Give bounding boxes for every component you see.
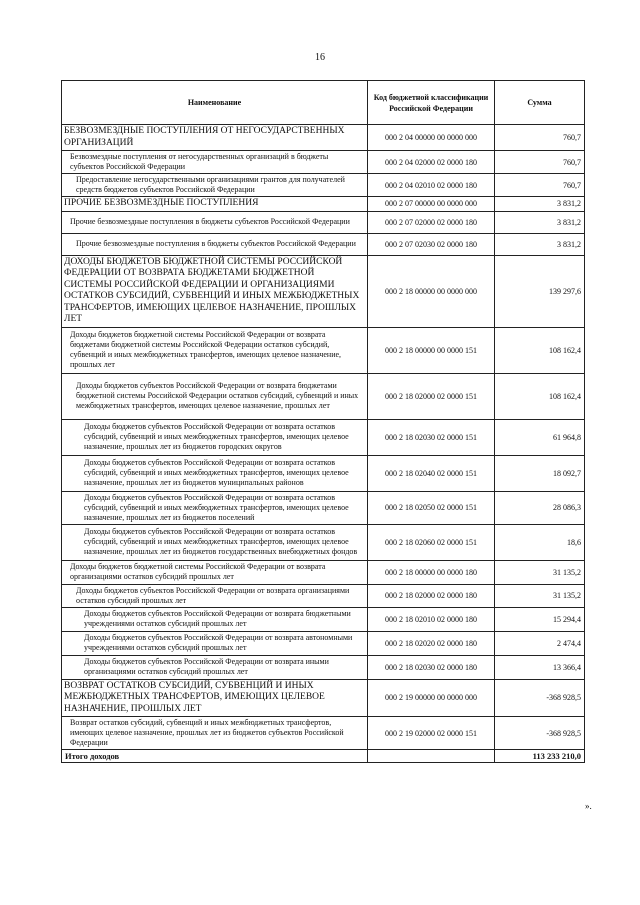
row-name: Доходы бюджетов субъектов Российской Федерации от возврата бюджетами бюджетной системы Российской Федерации остатков субсидий, субвенций и иных межбюджетных трансфертов, имеющих целевое назначение, прошлых лет (62, 373, 368, 419)
row-sum: 18 092,7 (495, 455, 585, 491)
row-code: 000 2 04 02010 02 0000 180 (368, 174, 495, 197)
table-row (62, 197, 585, 212)
row-name: БЕЗВОЗМЕЗДНЫЕ ПОСТУПЛЕНИЯ ОТ НЕГОСУДАРСТВЕННЫХ ОРГАНИЗАЦИЙ (62, 125, 368, 151)
row-sum: 760,7 (495, 174, 585, 197)
row-code: 000 2 18 02000 02 0000 180 (368, 584, 495, 607)
table-row (62, 211, 585, 233)
row-name: Прочие безвозмездные поступления в бюджеты субъектов Российской Федерации (62, 211, 368, 233)
row-sum: -368 928,5 (495, 717, 585, 750)
row-name: Доходы бюджетов субъектов Российской Федерации от возврата остатков субсидий, субвенций и иных межбюджетных трансфертов, имеющих целевое назначение, прошлых лет из бюджетов поселений (62, 491, 368, 524)
row-name: Доходы бюджетов субъектов Российской Федерации от возврата автономными учреждениями остатков субсидий прошлых лет (62, 631, 368, 655)
row-sum: 3 831,2 (495, 197, 585, 212)
table-row (62, 125, 585, 151)
row-sum: 3 831,2 (495, 233, 585, 255)
header-sum: Сумма (495, 81, 585, 125)
row-sum: 108 162,4 (495, 373, 585, 419)
row-sum: 15 294,4 (495, 607, 585, 631)
row-name: Доходы бюджетов бюджетной системы Российской Федерации от возврата организациями остатков субсидий прошлых лет (62, 560, 368, 584)
header-name: Наименование (62, 81, 368, 125)
row-sum: 61 964,8 (495, 419, 585, 455)
row-name: Доходы бюджетов бюджетной системы Российской Федерации от возврата бюджетами бюджетной системы Российской Федерации остатков субсидий, субвенций и иных межбюджетных трансфертов, имеющих целевое назначение, прошлых лет (62, 327, 368, 373)
table-row (62, 584, 585, 607)
page-number: 16 (315, 52, 325, 63)
row-code: 000 2 04 00000 00 0000 000 (368, 125, 495, 151)
table-row (62, 419, 585, 455)
row-code: 000 2 07 02030 02 0000 180 (368, 233, 495, 255)
row-name: Возврат остатков субсидий, субвенций и иных межбюджетных трансфертов, имеющих целевое назначение, прошлых лет из бюджетов субъектов Российской Федерации (62, 717, 368, 750)
table-row (62, 655, 585, 679)
table-row (62, 174, 585, 197)
table-row (62, 327, 585, 373)
table-row (62, 491, 585, 524)
row-code: 000 2 18 02040 02 0000 151 (368, 455, 495, 491)
row-code: 000 2 18 02030 02 0000 151 (368, 419, 495, 455)
row-name: Доходы бюджетов субъектов Российской Федерации от возврата иными организациями остатков субсидий прошлых лет (62, 655, 368, 679)
row-code: 000 2 19 02000 02 0000 151 (368, 717, 495, 750)
row-code: 000 2 18 00000 00 0000 000 (368, 255, 495, 327)
row-name: ВОЗВРАТ ОСТАТКОВ СУБСИДИЙ, СУБВЕНЦИЙ И ИНЫХ МЕЖБЮДЖЕТНЫХ ТРАНСФЕРТОВ, ИМЕЮЩИХ ЦЕЛЕВОЕ НАЗНАЧЕНИЕ, ПРОШЛЫХ ЛЕТ (62, 679, 368, 717)
row-code: 000 2 18 00000 00 0000 180 (368, 560, 495, 584)
row-name: Доходы бюджетов субъектов Российской Федерации от возврата остатков субсидий, субвенций и иных межбюджетных трансфертов, имеющих целевое назначение, прошлых лет из бюджетов муниципальных районов (62, 455, 368, 491)
row-code: 000 2 18 02060 02 0000 151 (368, 524, 495, 560)
row-name: Безвозмездные поступления от негосударственных организаций в бюджеты субъектов Российской Федерации (62, 151, 368, 174)
row-code: 000 2 07 02000 02 0000 180 (368, 211, 495, 233)
budget-table (61, 80, 585, 763)
total-sum: 113 233 210,0 (495, 750, 585, 763)
row-code: 000 2 18 02050 02 0000 151 (368, 491, 495, 524)
table-body (62, 125, 585, 750)
row-sum: 139 297,6 (495, 255, 585, 327)
header-code: Код бюджетной классификации Российской Федерации (368, 81, 495, 125)
row-code: 000 2 19 00000 00 0000 000 (368, 679, 495, 717)
row-sum: 13 366,4 (495, 655, 585, 679)
row-code: 000 2 18 02010 02 0000 180 (368, 607, 495, 631)
table-row (62, 631, 585, 655)
row-name: Предоставление негосударственными организациями грантов для получателей средств бюджетов субъектов Российской Федерации (62, 174, 368, 197)
row-sum: -368 928,5 (495, 679, 585, 717)
table-row (62, 455, 585, 491)
total-code (368, 750, 495, 763)
row-sum: 28 086,3 (495, 491, 585, 524)
row-code: 000 2 18 02030 02 0000 180 (368, 655, 495, 679)
table-row (62, 679, 585, 717)
row-code: 000 2 18 02020 02 0000 180 (368, 631, 495, 655)
row-name: Прочие безвозмездные поступления в бюджеты субъектов Российской Федерации (62, 233, 368, 255)
row-name: Доходы бюджетов субъектов Российской Федерации от возврата организациями остатков субсидий прошлых лет (62, 584, 368, 607)
row-name: Доходы бюджетов субъектов Российской Федерации от возврата бюджетными учреждениями остатков субсидий прошлых лет (62, 607, 368, 631)
table-row (62, 233, 585, 255)
row-code: 000 2 18 02000 02 0000 151 (368, 373, 495, 419)
row-name: Доходы бюджетов субъектов Российской Федерации от возврата остатков субсидий, субвенций и иных межбюджетных трансфертов, имеющих целевое назначение, прошлых лет из бюджетов городских округов (62, 419, 368, 455)
table-row (62, 524, 585, 560)
table-header-row (62, 81, 585, 125)
row-sum: 31 135,2 (495, 560, 585, 584)
table-row (62, 255, 585, 327)
row-name: ПРОЧИЕ БЕЗВОЗМЕЗДНЫЕ ПОСТУПЛЕНИЯ (62, 197, 368, 212)
table-row (62, 560, 585, 584)
row-sum: 108 162,4 (495, 327, 585, 373)
row-sum: 31 135,2 (495, 584, 585, 607)
row-name: ДОХОДЫ БЮДЖЕТОВ БЮДЖЕТНОЙ СИСТЕМЫ РОССИЙСКОЙ ФЕДЕРАЦИИ ОТ ВОЗВРАТА БЮДЖЕТАМИ БЮДЖЕТНОЙ СИСТЕМЫ РОССИЙСКОЙ ФЕДЕРАЦИИ И ОРГАНИЗАЦИЯМИ ОСТАТКОВ СУБСИДИЙ, СУБВЕНЦИЙ И ИНЫХ МЕЖБЮДЖЕТНЫХ ТРАНСФЕРТОВ, ИМЕЮЩИХ ЦЕЛЕВОЕ НАЗНАЧЕНИЕ, ПРОШЛЫХ ЛЕТ (62, 255, 368, 327)
row-name: Доходы бюджетов субъектов Российской Федерации от возврата остатков субсидий, субвенций и иных межбюджетных трансфертов, имеющих целевое назначение, прошлых лет из бюджетов государственных внебюджетных фондов (62, 524, 368, 560)
row-sum: 760,7 (495, 151, 585, 174)
table-row (62, 607, 585, 631)
table-row (62, 373, 585, 419)
total-row (62, 750, 585, 763)
row-sum: 760,7 (495, 125, 585, 151)
row-code: 000 2 18 00000 00 0000 151 (368, 327, 495, 373)
table-row (62, 717, 585, 750)
closing-quote-mark: ». (585, 801, 592, 811)
total-name: Итого доходов (62, 750, 368, 763)
row-sum: 18,6 (495, 524, 585, 560)
row-code: 000 2 07 00000 00 0000 000 (368, 197, 495, 212)
row-sum: 3 831,2 (495, 211, 585, 233)
row-code: 000 2 04 02000 02 0000 180 (368, 151, 495, 174)
row-sum: 2 474,4 (495, 631, 585, 655)
table-row (62, 151, 585, 174)
